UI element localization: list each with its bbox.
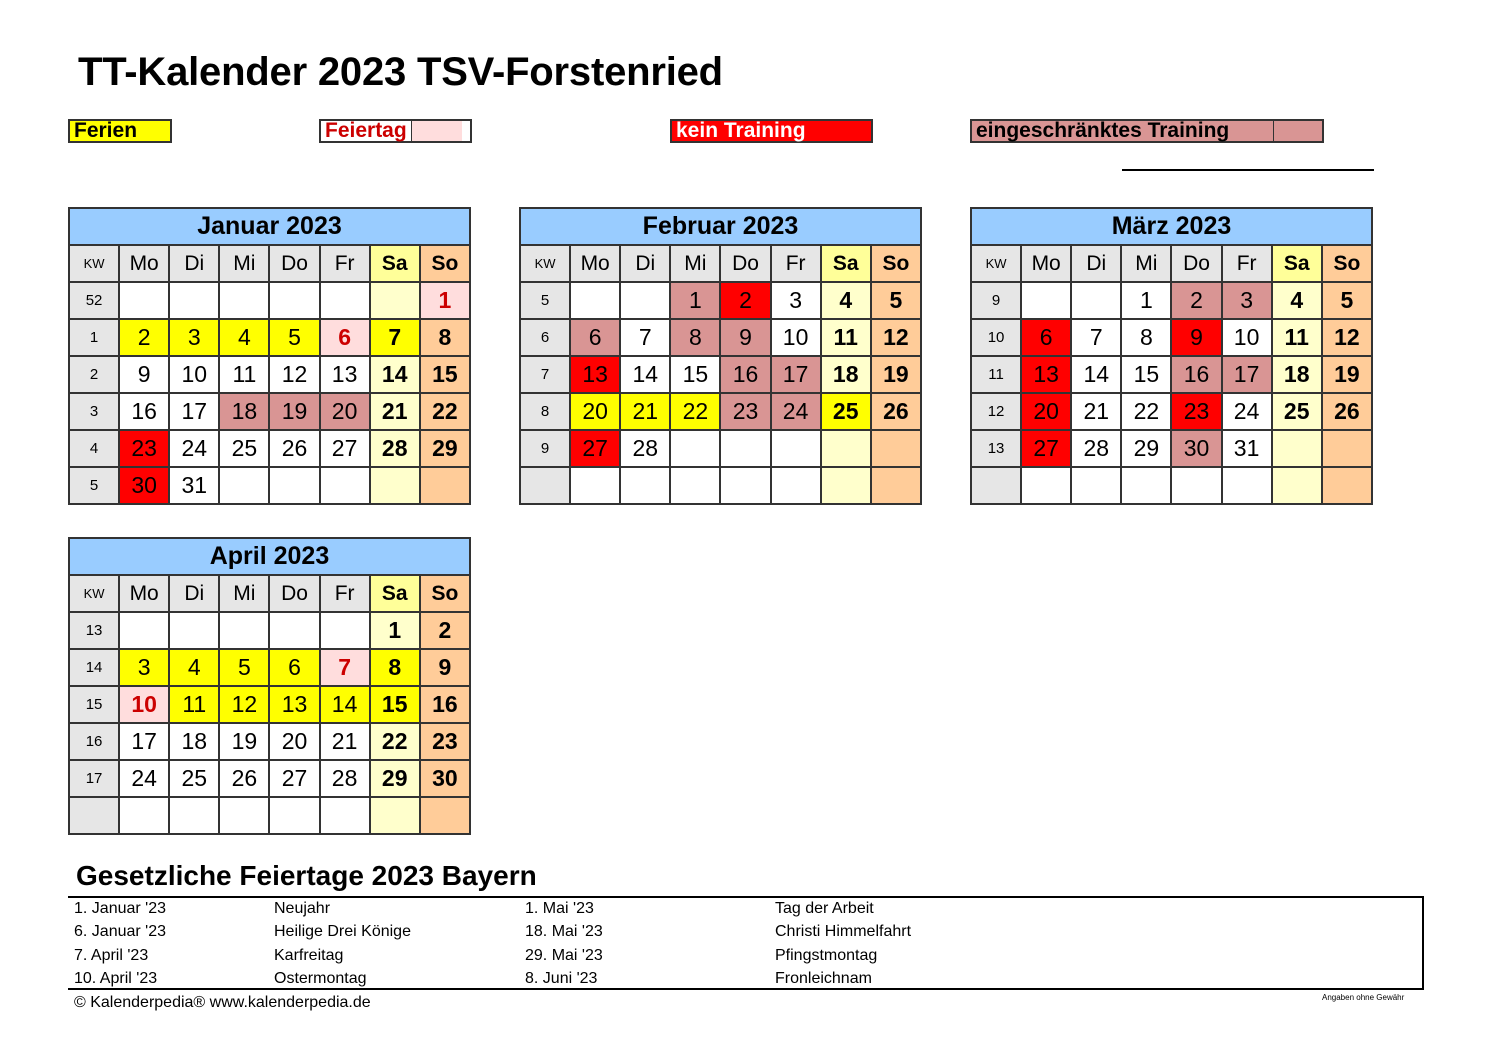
weekday-header: Sa [821,245,871,282]
month-maerz [970,207,1373,505]
day-cell [720,430,770,467]
weekday-header: Fr [320,245,370,282]
day-cell [169,797,219,834]
day-cell: 25 [821,393,871,430]
weekday-header: Fr [771,245,821,282]
day-cell: 12 [1322,319,1372,356]
day-cell: 19 [1322,356,1372,393]
week-row [520,430,921,467]
day-cell: 30 [1171,430,1221,467]
day-cell [169,612,219,649]
day-cell [269,612,319,649]
day-cell: 2 [1171,282,1221,319]
day-cell: 8 [370,649,420,686]
week-row [520,356,921,393]
day-cell: 1 [1121,282,1171,319]
week-number: 10 [971,319,1021,356]
day-cell: 23 [1171,393,1221,430]
day-cell: 30 [119,467,169,504]
day-cell: 20 [1021,393,1071,430]
month-april [68,537,471,835]
week-row [69,282,470,319]
day-cell: 5 [871,282,921,319]
week-row [69,393,470,430]
month-table [970,207,1373,505]
day-cell: 5 [1322,282,1372,319]
signature-line [1122,169,1374,171]
weekday-header: Do [269,245,319,282]
week-number: 14 [69,649,119,686]
day-cell: 17 [119,723,169,760]
copyright: © Kalenderpedia® www.kalenderpedia.de [74,994,371,1011]
holiday-name: Heilige Drei Könige [274,923,411,940]
weekday-header: Mo [570,245,620,282]
day-cell: 8 [670,319,720,356]
weekday-header: So [420,575,470,612]
day-cell: 5 [269,319,319,356]
week-number: 17 [69,760,119,797]
day-cell: 28 [370,430,420,467]
day-cell: 10 [119,686,169,723]
day-cell: 13 [320,356,370,393]
week-row [69,612,470,649]
legend-ferien [68,119,172,143]
month-table [68,537,471,835]
day-cell: 15 [670,356,720,393]
day-cell [871,467,921,504]
day-cell: 19 [871,356,921,393]
week-row [69,723,470,760]
day-cell: 18 [821,356,871,393]
day-cell: 13 [269,686,319,723]
day-cell: 21 [1071,393,1121,430]
day-cell: 9 [1171,319,1221,356]
day-cell: 17 [771,356,821,393]
day-cell: 7 [320,649,370,686]
day-cell [370,282,420,319]
day-cell: 1 [370,612,420,649]
legend-feiertag-label: Feiertag [325,119,407,142]
week-number [520,467,570,504]
day-cell: 30 [420,760,470,797]
legend-eingeschraenkt [970,119,1324,143]
week-number [971,467,1021,504]
weekday-header: Fr [320,575,370,612]
day-cell: 17 [169,393,219,430]
weekday-header: Mi [670,245,720,282]
week-number: 9 [971,282,1021,319]
holiday-name: Ostermontag [274,970,367,987]
legend-feiertag-swatch [411,121,462,141]
day-cell: 1 [420,282,470,319]
week-row [69,430,470,467]
weekday-header: Di [169,245,219,282]
legend-kein-training-label: kein Training [676,119,806,142]
month-title: März 2023 [971,208,1372,245]
day-cell: 25 [219,430,269,467]
day-cell [821,430,871,467]
day-cell: 4 [1272,282,1322,319]
day-cell: 12 [269,356,319,393]
day-cell: 24 [119,760,169,797]
day-cell [1272,467,1322,504]
day-cell: 10 [1222,319,1272,356]
day-cell [1272,430,1322,467]
disclaimer: Angaben ohne Gewähr [1322,993,1405,1002]
day-cell [771,430,821,467]
day-cell [1021,282,1071,319]
day-cell: 9 [119,356,169,393]
month-februar [519,207,922,505]
weekday-header: Do [720,245,770,282]
kw-header: KW [69,245,119,282]
week-row [520,319,921,356]
weekday-header: Do [1171,245,1221,282]
day-cell: 3 [119,649,169,686]
week-row [69,467,470,504]
week-number: 52 [69,282,119,319]
day-cell [219,282,269,319]
month-title: April 2023 [69,538,470,575]
day-cell [670,430,720,467]
weekday-header: So [420,245,470,282]
day-cell [320,467,370,504]
weekday-header: Mi [219,245,269,282]
day-cell: 16 [119,393,169,430]
holiday-date: 6. Januar '23 [74,923,167,940]
day-cell [1021,467,1071,504]
day-cell: 12 [871,319,921,356]
day-cell: 25 [169,760,219,797]
holiday-date: 1. Januar '23 [74,900,167,917]
day-cell [119,282,169,319]
holiday-name: Pfingstmontag [775,947,878,964]
day-cell: 6 [570,319,620,356]
day-cell: 4 [219,319,269,356]
week-row [69,649,470,686]
month-title: Januar 2023 [69,208,470,245]
day-cell: 11 [821,319,871,356]
week-row [971,356,1372,393]
day-cell: 18 [169,723,219,760]
day-cell: 26 [1322,393,1372,430]
day-cell: 18 [1272,356,1322,393]
day-cell: 3 [169,319,219,356]
day-cell: 14 [370,356,420,393]
day-cell [1222,467,1272,504]
day-cell: 29 [370,760,420,797]
holiday-date: 1. Mai '23 [525,900,594,917]
day-cell: 16 [1171,356,1221,393]
day-cell: 16 [720,356,770,393]
week-row [69,797,470,834]
holiday-date: 7. April '23 [74,947,149,964]
week-row [520,282,921,319]
day-cell: 20 [320,393,370,430]
day-cell [1322,467,1372,504]
legend-eingeschraenkt-swatch [1273,121,1322,141]
day-cell: 18 [219,393,269,430]
day-cell [620,467,670,504]
day-cell: 16 [420,686,470,723]
holiday-name: Neujahr [274,900,331,917]
weekday-header: So [1322,245,1372,282]
day-cell [269,467,319,504]
week-number: 15 [69,686,119,723]
day-cell [1171,467,1221,504]
week-row [971,282,1372,319]
day-cell: 15 [420,356,470,393]
day-cell: 3 [1222,282,1272,319]
day-cell: 27 [1021,430,1071,467]
day-cell [821,467,871,504]
day-cell: 4 [169,649,219,686]
week-number: 8 [520,393,570,430]
day-cell: 21 [370,393,420,430]
month-title: Februar 2023 [520,208,921,245]
day-cell: 7 [620,319,670,356]
day-cell: 26 [219,760,269,797]
day-cell [119,797,169,834]
week-row [69,356,470,393]
day-cell: 23 [720,393,770,430]
day-cell: 26 [871,393,921,430]
week-number: 9 [520,430,570,467]
day-cell: 24 [771,393,821,430]
day-cell [570,467,620,504]
day-cell [420,797,470,834]
day-cell: 11 [169,686,219,723]
day-cell [1071,467,1121,504]
day-cell: 7 [1071,319,1121,356]
day-cell: 22 [420,393,470,430]
day-cell: 19 [219,723,269,760]
weekday-header: Sa [1272,245,1322,282]
day-cell: 20 [269,723,319,760]
day-cell: 20 [570,393,620,430]
day-cell: 13 [570,356,620,393]
day-cell: 26 [269,430,319,467]
weekday-header: Mi [219,575,269,612]
page-title: TT-Kalender 2023 TSV-Forstenried [78,50,723,94]
day-cell: 22 [1121,393,1171,430]
day-cell: 11 [219,356,269,393]
week-number: 7 [520,356,570,393]
day-cell: 2 [720,282,770,319]
day-cell [771,467,821,504]
day-cell: 22 [370,723,420,760]
day-cell: 28 [1071,430,1121,467]
weekday-header: Sa [370,245,420,282]
day-cell: 27 [320,430,370,467]
day-cell [1322,430,1372,467]
kw-header: KW [971,245,1021,282]
week-row [971,430,1372,467]
day-cell [1071,282,1121,319]
weekday-header: Do [269,575,319,612]
day-cell: 14 [1071,356,1121,393]
day-cell: 3 [771,282,821,319]
holiday-name: Karfreitag [274,947,344,964]
holidays-title: Gesetzliche Feiertage 2023 Bayern [76,860,537,891]
day-cell: 13 [1021,356,1071,393]
week-number: 5 [520,282,570,319]
holiday-name: Tag der Arbeit [775,900,874,917]
day-cell [269,282,319,319]
day-cell [320,612,370,649]
week-number: 16 [69,723,119,760]
month-januar [68,207,471,505]
day-cell: 21 [620,393,670,430]
holiday-name: Fronleichnam [775,970,872,987]
weekday-header: Mi [1121,245,1171,282]
day-cell: 31 [169,467,219,504]
weekday-header: Mo [1021,245,1071,282]
day-cell: 29 [1121,430,1171,467]
week-row [69,319,470,356]
day-cell: 8 [1121,319,1171,356]
holiday-date: 29. Mai '23 [525,947,603,964]
day-cell [219,612,269,649]
week-number: 5 [69,467,119,504]
week-number: 12 [971,393,1021,430]
weekday-header: Fr [1222,245,1272,282]
day-cell: 2 [119,319,169,356]
day-cell [169,282,219,319]
day-cell: 5 [219,649,269,686]
week-row [520,467,921,504]
day-cell: 27 [269,760,319,797]
day-cell: 25 [1272,393,1322,430]
day-cell: 15 [1121,356,1171,393]
week-row [971,393,1372,430]
weekday-header: So [871,245,921,282]
weekday-header: Mo [119,575,169,612]
day-cell [871,430,921,467]
day-cell: 9 [720,319,770,356]
day-cell [320,282,370,319]
holiday-name: Christi Himmelfahrt [775,923,912,940]
month-table [68,207,471,505]
week-row [69,760,470,797]
day-cell [219,797,269,834]
week-number: 11 [971,356,1021,393]
kw-header: KW [69,575,119,612]
day-cell [219,467,269,504]
day-cell: 4 [821,282,871,319]
week-number: 4 [69,430,119,467]
legend-ferien-label: Ferien [74,119,138,142]
day-cell: 12 [219,686,269,723]
week-number: 6 [520,319,570,356]
day-cell: 28 [620,430,670,467]
weekday-header: Sa [370,575,420,612]
day-cell: 6 [269,649,319,686]
day-cell: 2 [420,612,470,649]
day-cell: 10 [771,319,821,356]
weekday-header: Mo [119,245,169,282]
day-cell: 29 [420,430,470,467]
weekday-header: Di [169,575,219,612]
legend-kein-training [670,119,873,143]
week-row [971,319,1372,356]
day-cell [370,797,420,834]
week-number: 2 [69,356,119,393]
day-cell [269,797,319,834]
day-cell: 8 [420,319,470,356]
day-cell: 23 [420,723,470,760]
day-cell [1121,467,1171,504]
week-number: 13 [971,430,1021,467]
holiday-date: 10. April '23 [74,970,158,987]
day-cell [119,612,169,649]
weekday-header: Di [1071,245,1121,282]
day-cell: 24 [169,430,219,467]
month-table [519,207,922,505]
day-cell [670,467,720,504]
day-cell: 31 [1222,430,1272,467]
day-cell [370,467,420,504]
week-number: 1 [69,319,119,356]
week-number [69,797,119,834]
day-cell: 14 [620,356,670,393]
day-cell: 1 [670,282,720,319]
day-cell: 28 [320,760,370,797]
day-cell [570,282,620,319]
day-cell: 17 [1222,356,1272,393]
day-cell: 15 [370,686,420,723]
day-cell: 19 [269,393,319,430]
week-row [69,686,470,723]
weekday-header: Di [620,245,670,282]
day-cell: 11 [1272,319,1322,356]
legend-feiertag [319,119,472,143]
week-row [520,393,921,430]
day-cell: 22 [670,393,720,430]
day-cell: 6 [320,319,370,356]
holidays-box [68,896,1424,990]
day-cell: 14 [320,686,370,723]
week-number: 3 [69,393,119,430]
day-cell [620,282,670,319]
day-cell: 24 [1222,393,1272,430]
day-cell [420,467,470,504]
kw-header: KW [520,245,570,282]
day-cell: 21 [320,723,370,760]
day-cell: 10 [169,356,219,393]
holiday-date: 8. Juni '23 [525,970,598,987]
day-cell: 27 [570,430,620,467]
week-number: 13 [69,612,119,649]
day-cell: 7 [370,319,420,356]
day-cell: 9 [420,649,470,686]
day-cell: 6 [1021,319,1071,356]
legend-eingeschraenkt-label: eingeschränktes Training [976,119,1230,142]
day-cell [320,797,370,834]
day-cell: 23 [119,430,169,467]
week-row [971,467,1372,504]
day-cell [720,467,770,504]
holiday-date: 18. Mai '23 [525,923,603,940]
